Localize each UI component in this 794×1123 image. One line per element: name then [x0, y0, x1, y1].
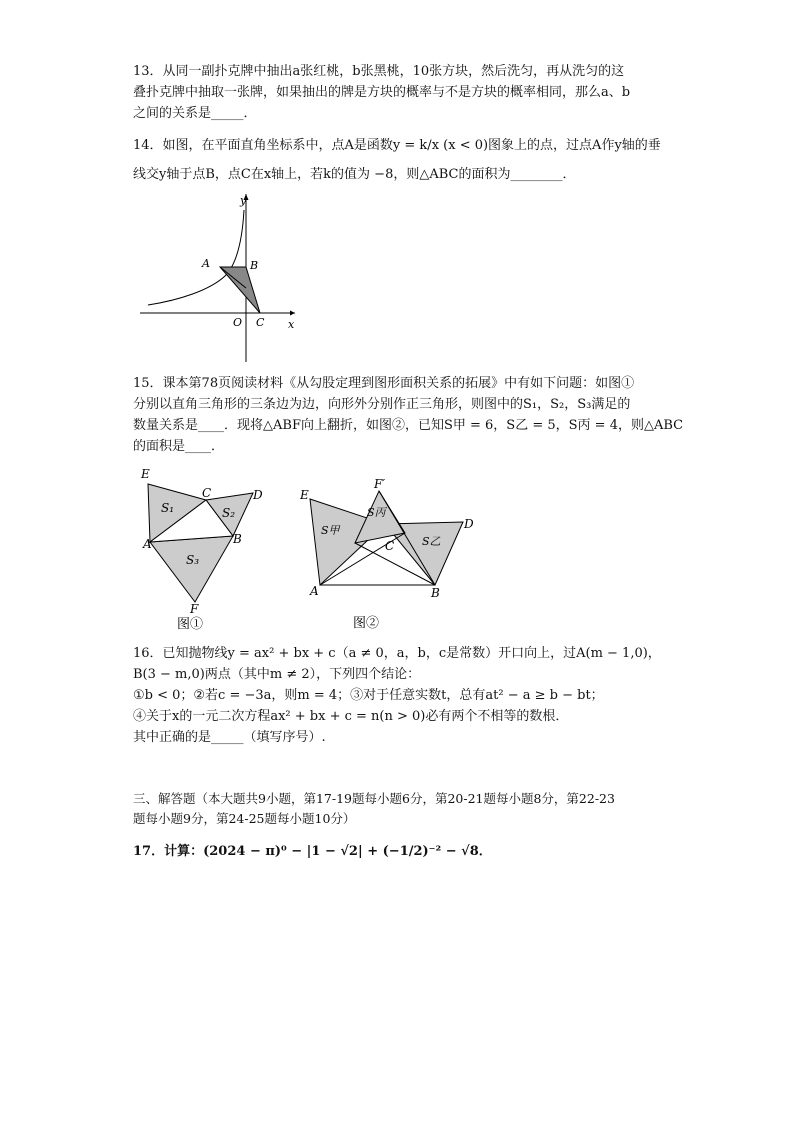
triangle-s3: [150, 536, 233, 602]
f2-label-s-bing: S丙: [367, 506, 386, 519]
q16-line-1: 16．已知抛物线y = ax² + bx + c（a ≠ 0，a，b，c是常数）开口向上，过A(m − 1,0)，: [133, 646, 661, 661]
q15-line-3: 数量关系是____．现将△ABF向上翻折，如图②，已知S甲 = 6，S乙 = 5，S丙 = 4，则△ABC: [133, 418, 684, 433]
q16-line-2: B(3 − m,0)两点（其中m ≠ 2），下列四个结论：: [133, 667, 421, 682]
f1-label-e: E: [141, 467, 150, 481]
f2-label-a: A: [310, 584, 319, 598]
q14-figure: [140, 190, 305, 369]
f2-label-s-jia: S甲: [321, 524, 340, 537]
f1-label-s2: S₂: [222, 506, 236, 520]
q17-line-1: 17．计算：(2024 − π)⁰ − |1 − √2| + (−1/2)⁻² − √8．: [133, 844, 492, 859]
q16-line-5: 其中正确的是_____（填写序号）.: [133, 730, 326, 745]
q14-label-x: x: [288, 318, 295, 331]
q13-line-2: 叠扑克牌中抽取一张牌，如果抽出的牌是方块的概率与不是方块的概率相同，那么a、b: [133, 85, 631, 100]
f1-label-c: C: [202, 486, 212, 500]
f1-label-s3: S₃: [186, 553, 200, 567]
q14-label-c: C: [256, 316, 265, 329]
q14-label-o: O: [233, 316, 243, 329]
f1-label-b: B: [233, 532, 242, 546]
q15-figure-2: [295, 472, 480, 638]
q14-line-1: 14．如图，在平面直角坐标系中，点A是函数y = k/x (x < 0)图象上的点，过点A作y轴的垂: [133, 138, 661, 153]
f2-label-f: F′: [374, 477, 386, 491]
x-axis-arrow: [290, 311, 295, 316]
q13-line-1: 13．从同一副扑克牌中抽出a张红桃，b张黑桃，10张方块，然后洗匀，再从洗匀的这: [133, 64, 625, 79]
q15-line-2: 分别以直角三角形的三条边为边，向形外分别作正三角形，则图中的S₁，S₂，S₃满足的: [133, 397, 631, 412]
q16-line-3: ①b < 0；②若c = −3a，则m = 4；③对于任意实数t，总有at² − a ≥ b − bt；: [133, 688, 604, 703]
q15-figure-1: [135, 460, 275, 639]
f2-label-d: D: [464, 517, 474, 531]
f1-label-f: F: [190, 602, 199, 616]
q15-line-1: 15．课本第78页阅读材料《从勾股定理到图形面积关系的拓展》中有如下问题：如图①: [133, 376, 635, 391]
q14-label-a: A: [202, 257, 210, 270]
f2-label-e: E: [300, 488, 309, 502]
q14-label-y: y: [240, 194, 247, 207]
q15-line-4: 的面积是____．: [133, 439, 225, 454]
f2-label-c: C: [385, 539, 395, 553]
hyperbola-curve: [148, 210, 244, 305]
fig2-caption: 图②: [353, 616, 380, 631]
f1-label-d: D: [253, 488, 263, 502]
q14-label-b: B: [250, 259, 259, 272]
f2-label-b: B: [431, 586, 440, 600]
q14-line-2: 线交y轴于点B，点C在x轴上，若k的值为 −8，则△ABC的面积为________．: [133, 167, 576, 182]
q16-line-4: ④关于x的一元二次方程ax² + bx + c = n(n > 0)必有两个不相等的数根．: [133, 709, 569, 724]
f1-label-s1: S₁: [161, 501, 175, 515]
fig1-caption: 图①: [177, 617, 204, 632]
f2-label-s-yi: S乙: [422, 535, 441, 548]
f1-label-a: A: [143, 537, 152, 551]
triangle-abc: [220, 267, 260, 313]
q13-line-3: 之间的关系是_____．: [133, 106, 257, 121]
section-3-heading-1: 三、解答题（本大题共9小题，第17-19题每小题6分，第20-21题每小题8分，第22-23: [133, 791, 615, 806]
section-3-heading-2: 题每小题9分，第24-25题每小题10分）: [133, 811, 356, 826]
